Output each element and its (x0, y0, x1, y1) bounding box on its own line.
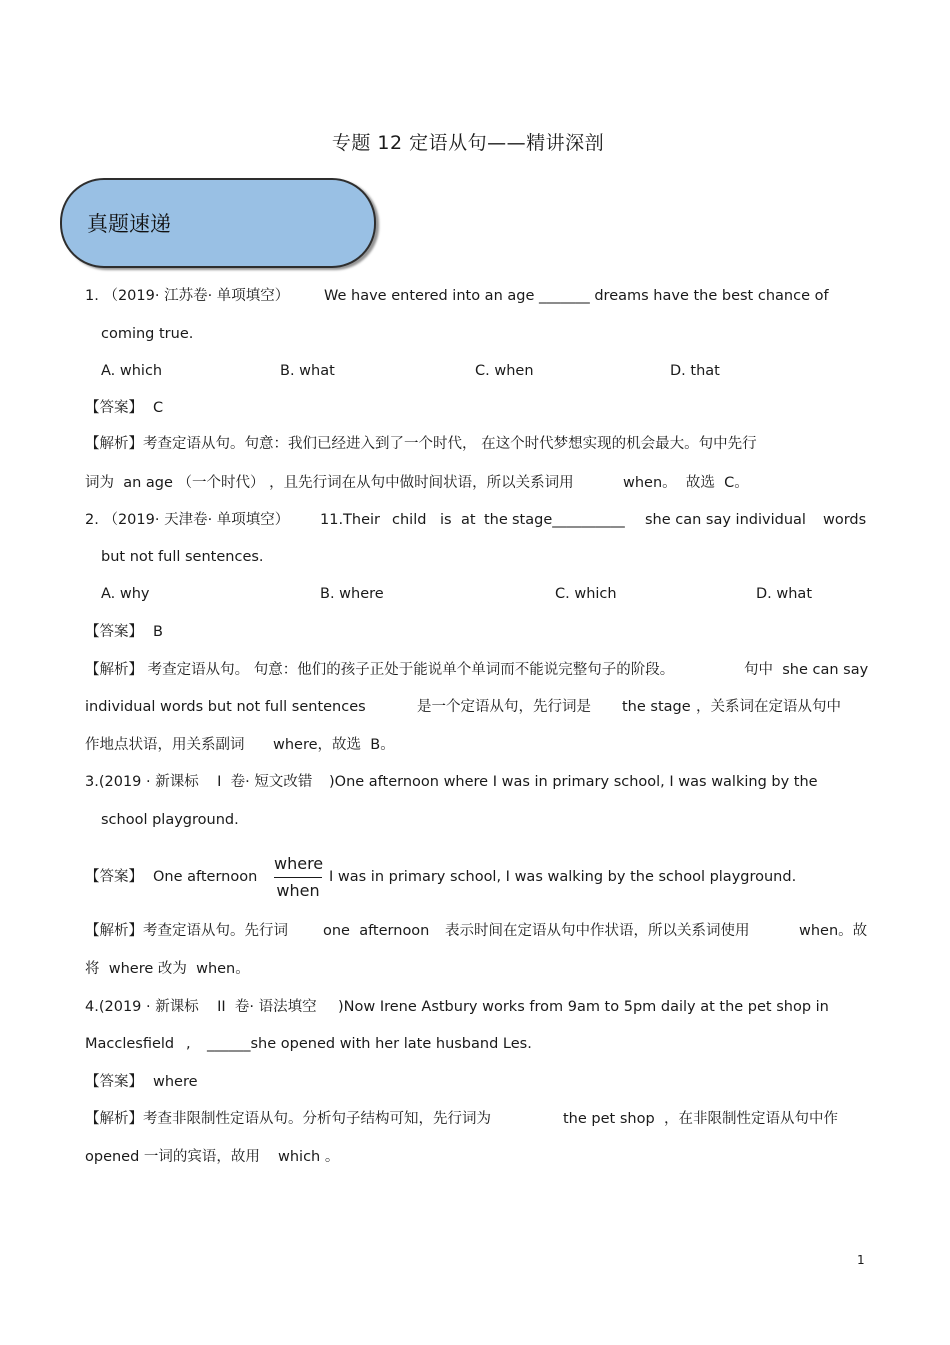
q2-explanation-line2: 是一个定语从句，先行词是 (417, 699, 591, 715)
q1-option-a: A. which (101, 363, 163, 379)
q1-answer-label: 【答案】 (85, 400, 143, 416)
page-number: 1 (857, 1253, 865, 1267)
q4-stem-continued: Macclesfield (85, 1036, 175, 1052)
q1-explanation-line1: 【解析】考查定语从句。句意：我们已经进入到了一个时代， 在这个时代梦想实现的机会最大。句中先行 (85, 436, 757, 452)
q4-answer: where (153, 1074, 198, 1090)
q2-stem-word: at (461, 512, 476, 528)
q4-explanation-line1-end: ，在非限制性定语从句中作 (664, 1111, 838, 1127)
q4-stem-continued: ______she opened with her late husband Les. (207, 1036, 532, 1052)
q3-explanation-line2: 将 where 改为 when。 (85, 961, 250, 977)
q3-correction-original: where (274, 854, 324, 873)
q4-answer-label: 【答案】 (85, 1074, 143, 1090)
q3-answer-prefix: One afternoon (153, 869, 258, 885)
q2-explanation-line2: ，关系词在定语从句中 (696, 699, 841, 715)
q2-option-c: C. which (555, 586, 617, 602)
q1-option-c: C. when (475, 363, 534, 379)
q3-explanation-line1-end: when。故 (799, 923, 868, 939)
q4-stem-source: 4.(2019 · 新课标 II 卷· 语法填空 (85, 999, 317, 1015)
q2-stem-word: the (484, 512, 508, 528)
q2-option-a: A. why (101, 586, 150, 602)
q1-option-b: B. what (280, 363, 335, 379)
document-title: 专题 12 定语从句——精讲深剖 (331, 132, 605, 154)
q1-explanation-line2-end: when。 故选 C。 (623, 475, 749, 491)
q3-explanation-line1: one afternoon (323, 923, 430, 939)
q1-explanation-line2: 词为 an age （一个时代） ，且先行词在从句中做时间状语，所以关系词用 (85, 475, 574, 491)
q2-explanation-line2: the stage (622, 699, 691, 715)
q2-stem-word: child (392, 512, 427, 528)
q3-stem-source: 3.(2019 · 新课标 I 卷· 短文改错 (85, 774, 313, 790)
q2-stem-blank: stage__________ (512, 512, 625, 528)
q2-explanation-line1-end: 句中 she can say (744, 662, 869, 678)
q2-stem-continued: but not full sentences. (101, 549, 264, 565)
q2-stem-source: 2. （2019· 天津卷· 单项填空） (85, 512, 290, 528)
section-badge (60, 178, 376, 268)
q3-answer-suffix: I was in primary school, I was walking by the school playground. (329, 869, 797, 885)
q4-stem-continued: , (186, 1036, 191, 1052)
q4-stem-text: )Now Irene Astbury works from 9am to 5pm daily at the pet shop in (338, 999, 829, 1015)
q1-option-d: D. that (670, 363, 720, 379)
q2-explanation-line3-end: where，故选 B。 (273, 737, 395, 753)
q2-answer: B (153, 624, 163, 640)
q4-explanation-line2: opened 一词的宾语，故用 (85, 1149, 260, 1165)
section-badge-label: 真题速递 (87, 212, 171, 236)
q2-answer-label: 【答案】 (85, 624, 143, 640)
q3-stem-continued: school playground. (101, 812, 239, 828)
q2-explanation-line2: individual words but not full sentences (85, 699, 366, 715)
q4-explanation-line1: the pet shop (563, 1111, 655, 1127)
q2-explanation-line1: 【解析】 考查定语从句。 句意：他们的孩子正处于能说单个单词而不能说完整句子的阶段。 (85, 662, 675, 678)
q3-explanation-line1: 【解析】考查定语从句。先行词 (85, 923, 288, 939)
q3-correction-replacement: when (276, 881, 320, 900)
q1-stem-continued: coming true. (101, 326, 194, 342)
q2-stem-word: words (823, 512, 867, 528)
q2-stem-word: she can say individual (645, 512, 806, 528)
q2-stem-word: 11.Their (320, 512, 381, 528)
q3-answer-label: 【答案】 (85, 869, 143, 885)
q3-stem-text: )One afternoon where I was in primary school, I was walking by the (329, 774, 818, 790)
q1-stem-text: We have entered into an age _______ dreams have the best chance of (324, 288, 829, 304)
q2-option-b: B. where (320, 586, 384, 602)
q4-explanation-line2-end: which 。 (278, 1149, 340, 1165)
q2-stem-word: is (440, 512, 452, 528)
q4-explanation-line1: 【解析】考查非限制性定语从句。分析句子结构可知，先行词为 (85, 1111, 491, 1127)
q1-stem-source: 1. （2019· 江苏卷· 单项填空） (85, 288, 290, 304)
q2-option-d: D. what (756, 586, 813, 602)
q2-explanation-line3: 作地点状语，用关系副词 (85, 737, 245, 753)
q3-explanation-line1: 表示时间在定语从句中作状语，所以关系词使用 (445, 923, 750, 939)
q3-correction-mark (274, 877, 322, 878)
q1-answer: C (153, 400, 164, 416)
